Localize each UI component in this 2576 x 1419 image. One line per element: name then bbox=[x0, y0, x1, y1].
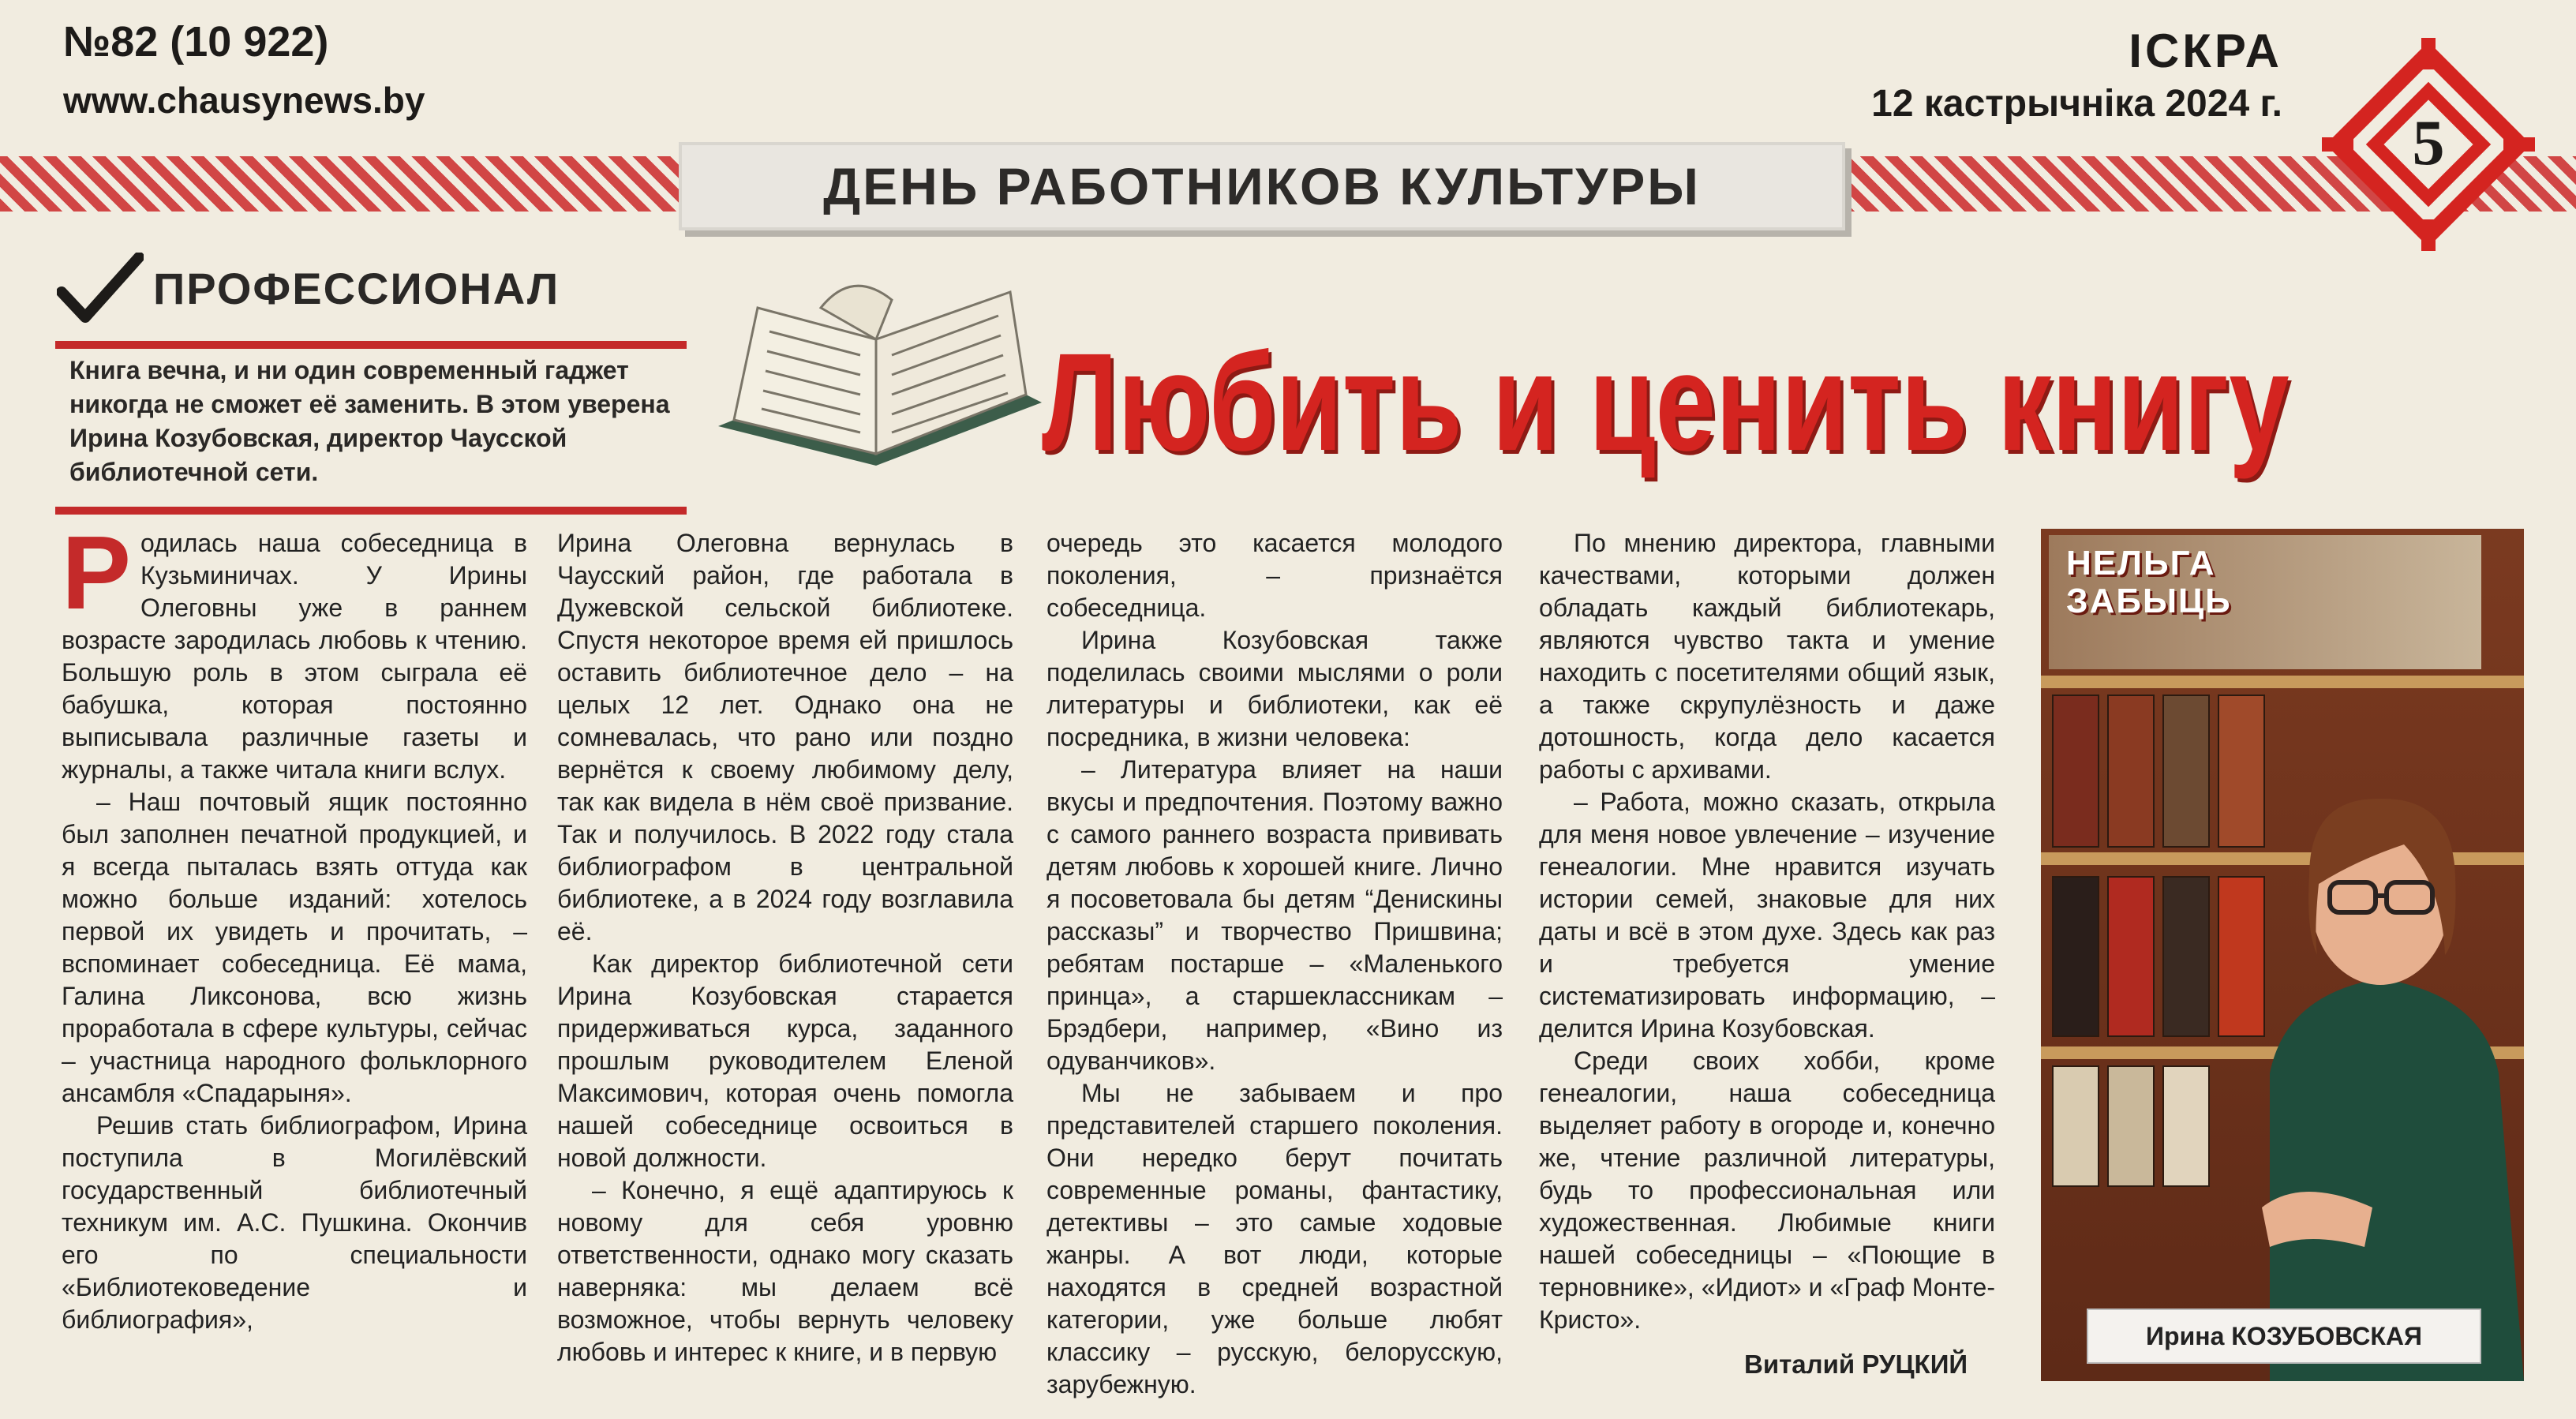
paragraph: Среди своих хобби, кроме генеалогии, наша собеседница выделяет работу в огороде и, конечно же, чтение различной литературы, будь то профессиональная или художественная. Любимые книги нашей собеседницы – «Поющие в терновнике», «Идиот» и «Граф Монте-Кристо». bbox=[1539, 1046, 1995, 1334]
article-column-1 bbox=[62, 515, 527, 1336]
lead-text: Книга вечна, и ни один современный гаджет никогда не сможет её заменить. В этом уверена Ирина Козубовская, директор Чаусской библиотечной сети. bbox=[69, 356, 670, 486]
paragraph: одилась наша собеседница в Кузьминичах. У Ирины Олеговны уже в раннем возрасте зародилась любовь к чтению. Большую роль в этом сыграла её бабушка, которая постоянно выписывала различные газеты и журналы, а также читала книги вслух. bbox=[62, 529, 527, 784]
paragraph: – Работа, можно сказать, открыла для меня новое увлечение – изучение генеалогии. Мне нравится изучать истории семей, знаковые для них даты и всё в этом духе. Здесь как раз и требуется умение систематизировать информацию, – делится Ирина Козубовская. bbox=[1539, 788, 1995, 1043]
article-column-2 bbox=[557, 527, 1013, 1368]
portrait-photo bbox=[2041, 529, 2524, 1381]
page-number: 5 bbox=[2412, 107, 2445, 178]
issue-number: №82 (10 922) bbox=[63, 18, 329, 66]
checkmark-icon bbox=[57, 253, 144, 324]
paragraph: По мнению директора, главными качествами, которыми должен обладать каждый библиотекарь, являются чувство такта и умение находить с посетителями общий язык, а также скрупулёзность и даже дотошность, когда дело касается работы с архивами. bbox=[1539, 529, 1995, 784]
book-row bbox=[2052, 876, 2265, 1037]
section-title: ДЕНЬ РАБОТНИКОВ КУЛЬТУРЫ bbox=[679, 142, 1845, 230]
paragraph: Ирина Козубовская также поделилась своими мыслями о роли литературы и библиотеки, как её посредника, в жизни человека: bbox=[1046, 626, 1503, 751]
paragraph: – Наш почтовый ящик постоянно был заполнен печатной продукцией, и я всегда пыталась взять оттуда как можно больше изданий: хотелось первой их увидеть и прочитать, – вспоминает собеседница. Её мама, Галина Ликсонова, всю жизнь проработала в сфере культуры, сейчас – участница народного фольклорного ансамбля «Спадарыня». bbox=[62, 788, 527, 1107]
paragraph: – Конечно, я ещё адаптируюсь к новому для себя уровню ответственности, однако могу сказать наверняка: мы делаем всё возможное, чтобы вернуть человеку любовь и интерес к книге, и в первую bbox=[557, 1176, 1013, 1366]
author-byline: Виталий РУЦКИЙ bbox=[1744, 1350, 1968, 1379]
issue-date: 12 кастрычніка 2024 г. bbox=[1871, 83, 2282, 125]
article-column-4 bbox=[1539, 527, 1995, 1336]
photo-caption: Ирина КОЗУБОВСКАЯ bbox=[2087, 1309, 2481, 1364]
newspaper-name: ІСКРА bbox=[2129, 24, 2282, 77]
paragraph: Решив стать библиографом, Ирина поступила в Могилёвский государственный библиотечный техникум им. А.С. Пушкина. Окончив его по специальности «Библиотековедение и библиография», bbox=[62, 1111, 527, 1334]
paragraph: очередь это касается молодого поколения, – признаётся собеседница. bbox=[1046, 529, 1503, 622]
woman-portrait bbox=[2238, 702, 2524, 1381]
rubric bbox=[57, 253, 560, 324]
shelf bbox=[2041, 676, 2524, 688]
book-exhibition-poster bbox=[2049, 535, 2481, 669]
paragraph: Как директор библиотечной сети Ирина Козубовская старается придерживаться курса, заданного прошлым руководителем Еленой Максимович, которая очень помогла нашей собеседнице освоиться в новой должности. bbox=[557, 949, 1013, 1172]
paragraph: Мы не забываем и про представителей старшего поколения. Они нередко берут почитать современные романы, фантастику, детективы – это самые ходовые жанры. А вот люди, которые находятся в средней возрастной категории, уже больше любят классику – русскую, белорусскую, зарубежную. bbox=[1046, 1079, 1503, 1398]
page-number-badge bbox=[2322, 38, 2535, 251]
rubric-label: ПРОФЕССИОНАЛ bbox=[153, 263, 560, 313]
article-column-3 bbox=[1046, 527, 1503, 1401]
paragraph: Ирина Олеговна вернулась в Чаусский район, где работала в Дужевской сельской библиотеке. Спустя некоторое время ей пришлось оставить библиотечное дело – на целых 12 лет. Однако она не сомневалась, что рано или поздно вернётся к своему любимому делу, так как видела в нём своё призвание. Так и получилось. В 2022 году стала библиографом в центральной библиотеке, а в 2024 году возглавила её. bbox=[557, 529, 1013, 945]
poster-text: НЕЛЬГА ЗАБЫЦЬ bbox=[2066, 544, 2232, 620]
drop-cap: Р bbox=[62, 515, 132, 631]
headline: Любить и ценить книгу bbox=[1042, 325, 2290, 480]
book-row bbox=[2052, 695, 2265, 848]
paragraph: – Литература влияет на наши вкусы и предпочтения. Поэтому важно с самого раннего возраста прививать детям любовь к хорошей книге. Лично я посоветовала бы детям “Денискины рассказы” и творчество Пришвина; ребятам постарше – «Маленького принца», а старшеклассникам – Брэдбери, например, «Вино из одуванчиков». bbox=[1046, 755, 1503, 1075]
open-book-illustration bbox=[702, 276, 1058, 505]
book-row bbox=[2052, 1065, 2210, 1187]
website-url[interactable]: www.chausynews.by bbox=[63, 80, 425, 121]
